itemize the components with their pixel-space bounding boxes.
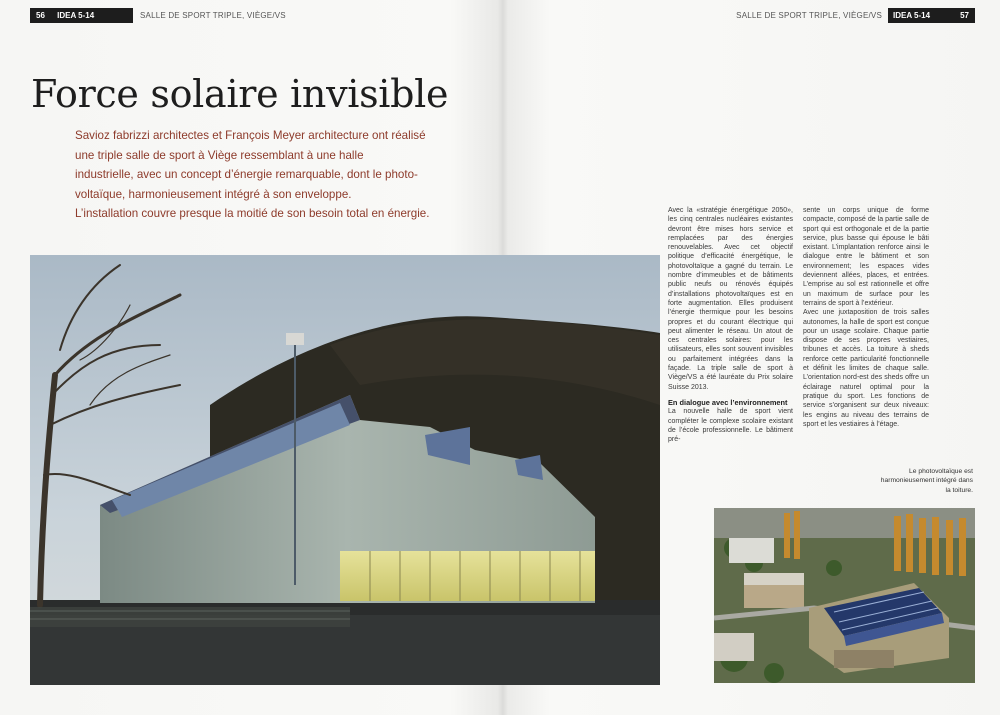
header-tab-right [888, 8, 975, 23]
main-photo [30, 255, 660, 685]
page-number-right: 57 [960, 11, 969, 20]
article-lead [75, 126, 455, 224]
issue-label-right: IDEA 5-14 [893, 11, 931, 20]
lead-line: voltaïque, harmonieusement intégré à son enveloppe. [75, 187, 352, 201]
lead-line: une triple salle de sport à Viège ressemblant à une halle [75, 148, 364, 162]
page-number-left: 56 [36, 11, 45, 20]
photo-caption: Le photovoltaïque est harmonieusement intégré dans la toiture. [880, 468, 973, 494]
section-label-left: SALLE DE SPORT TRIPLE, VIÈGE/VS [140, 11, 286, 20]
body-subhead: En dialogue avec l’environnement [668, 397, 788, 407]
article-title: Force solaire invisible [31, 72, 449, 116]
body-paragraph: sente un corps unique de forme compacte, composé de la partie salle de sport qui est orthogonale et de la partie service, plus basse qui épouse le bâti existant. L’implantation renforce ainsi le dialogue entre le bâtiment et son environnement; les espaces vides deviennent allées, places, et entrées. L’emprise au sol est rationnelle et offre un maximum de surface pour les terrains de sport à l’extérieur. [803, 207, 929, 307]
lead-line: Savioz fabrizzi architectes et François Meyer architecture ont réalisé [75, 129, 426, 142]
body-paragraph: Avec une juxtaposition de trois salles autonomes, la halle de sport est conçue pour un usage scolaire. Chaque partie dispose de ses propres vestiaires, tribunes et accès. La toiture à sheds renforce cette particularité fonctionnelle et définit les limites de chaque salle. L’orientation nord-est des sheds offre un éclairage naturel optimal pour la pratique du sport. Les fonctions de service s’organisent sur deux niveaux: les engins au niveau des terrains de sport et les vestiaires à l’étage. [803, 309, 929, 428]
lead-line: industrielle, avec un concept d’énergie remarquable, dont le photo- [75, 168, 418, 182]
body-column-1 [668, 206, 793, 444]
issue-label-left: IDEA 5-14 [57, 11, 95, 20]
header-tab-left [30, 8, 133, 23]
aerial-photo [714, 508, 975, 683]
body-column-2 [803, 206, 929, 429]
body-paragraph: La nouvelle halle de sport vient compléter le complexe scolaire existant de l’école professionnelle. Le bâtiment pré- [668, 408, 793, 444]
section-label-right: SALLE DE SPORT TRIPLE, VIÈGE/VS [736, 11, 882, 20]
body-paragraph: Avec la «stratégie énergétique 2050», les cinq centrales nucléaires existantes devront être mises hors service et remplacées par des énergies renouvelables. Avec cet objectif politique d’efficacité énergétique, le photovoltaïque a gagné du terrain. Le nombre d’immeubles et de bâtiments public neufs ou rénovés équipés d’installations photovoltaïques est en forte augmentation. Elles produisent l’énergie thermique pour les besoins propres et du courant électrique qui peut alimenter le réseau. Un atout de ces centrales solaires: pour les utilisateurs, elles sont souvent invisibles ou parfaitement intégrées dans la façade. La triple salle de sport à Viège/VS a été lauréate du Prix solaire Suisse 2013. [668, 207, 793, 391]
lead-line: L’installation couvre presque la moitié de son besoin total en énergie. [75, 207, 430, 221]
